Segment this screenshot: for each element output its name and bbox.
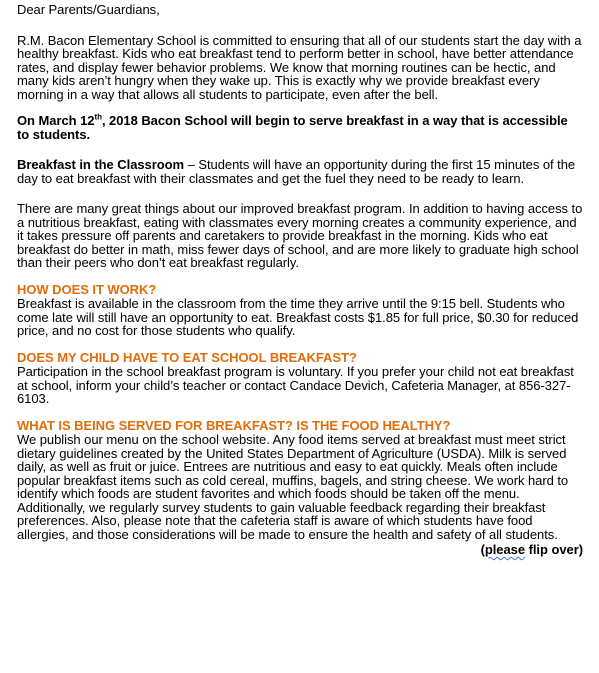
flip-open-paren: (	[480, 542, 485, 557]
letter-page	[17, 0, 583, 557]
flip-word-please: please	[484, 542, 526, 557]
announcement-ordinal: th	[94, 112, 102, 122]
announcement-suffix: , 2018 Bacon School will begin to serve breakfast in a way that is accessible to students.	[17, 113, 568, 142]
announcement-paragraph	[17, 114, 583, 141]
classroom-label: Breakfast in the Classroom	[17, 157, 185, 172]
section-heading-how-it-works: HOW DOES IT WORK?	[17, 281, 157, 297]
section-body-what-served: We publish our menu on the school website. Any food items served at breakfast must meet strict dietary guidelines created by the United States Department of Agriculture (USDA). Milk is served daily, as well as fruit or juice. Entrees are nutritious and easy to eat quickly. Meals often include popular breakfast items such as cold cereal, muffins, bagels, and string cheese. We work hard to identify which foods are student favorites and which foods should be taken off the menu. Additionally, we regularly survey students to gain valuable feedback regarding their breakfast preferences. Also, please note that the cafeteria staff is aware of which students have food allergies, and those considerations will be made to ensure the health and safety of all students.	[17, 432, 569, 542]
benefits-paragraph: There are many great things about our improved breakfast program. In addition to having access to a nutritious breakfast, eating with classmates every morning creates a community experience, and it takes pressure off parents and caretakers to provide breakfast in the morning. Kids who eat breakfast do better in math, miss fewer days of school, and are more likely to graduate high school than their peers who don’t eat breakfast regularly.	[17, 201, 583, 270]
flip-rest: flip over)	[525, 542, 583, 557]
flip-over-note	[17, 543, 583, 557]
salutation: Dear Parents/Guardians,	[17, 2, 160, 17]
section-body-how-it-works: Breakfast is available in the classroom from the time they arrive until the 9:15 bell. Students who come late will still have an opportunity to eat. Breakfast costs $1.85 for full price, $0.30 for reduced price, and no cost for those students who qualify.	[17, 296, 579, 338]
intro-paragraph: R.M. Bacon Elementary School is committed to ensuring that all of our students start the day with a healthy breakfast. Kids who eat breakfast tend to perform better in school, have better attendance rates, and display fewer behavior problems. We know that morning routines can be hectic, and many kids aren’t hungry when they wake up. This is exactly why we provide breakfast every morning in a way that allows all students to participate, even after the bell.	[17, 32, 582, 102]
classroom-paragraph	[17, 158, 583, 185]
section-heading-must-eat: DOES MY CHILD HAVE TO EAT SCHOOL BREAKFAST?	[17, 349, 357, 365]
section-heading-what-served: WHAT IS BEING SERVED FOR BREAKFAST? IS THE FOOD HEALTHY?	[17, 417, 451, 433]
classroom-text: – Students will have an opportunity during the first 15 minutes of the day to eat breakfast with their classmates and get the fuel they need to be ready to learn.	[17, 157, 576, 186]
section-body-must-eat: Participation in the school breakfast program is voluntary. If you prefer your child not eat breakfast at school, inform your child’s teacher or contact Candace Devich, Cafeteria Manager, at 856-327-6103.	[17, 364, 574, 406]
announcement-prefix: On March 12	[17, 113, 95, 128]
